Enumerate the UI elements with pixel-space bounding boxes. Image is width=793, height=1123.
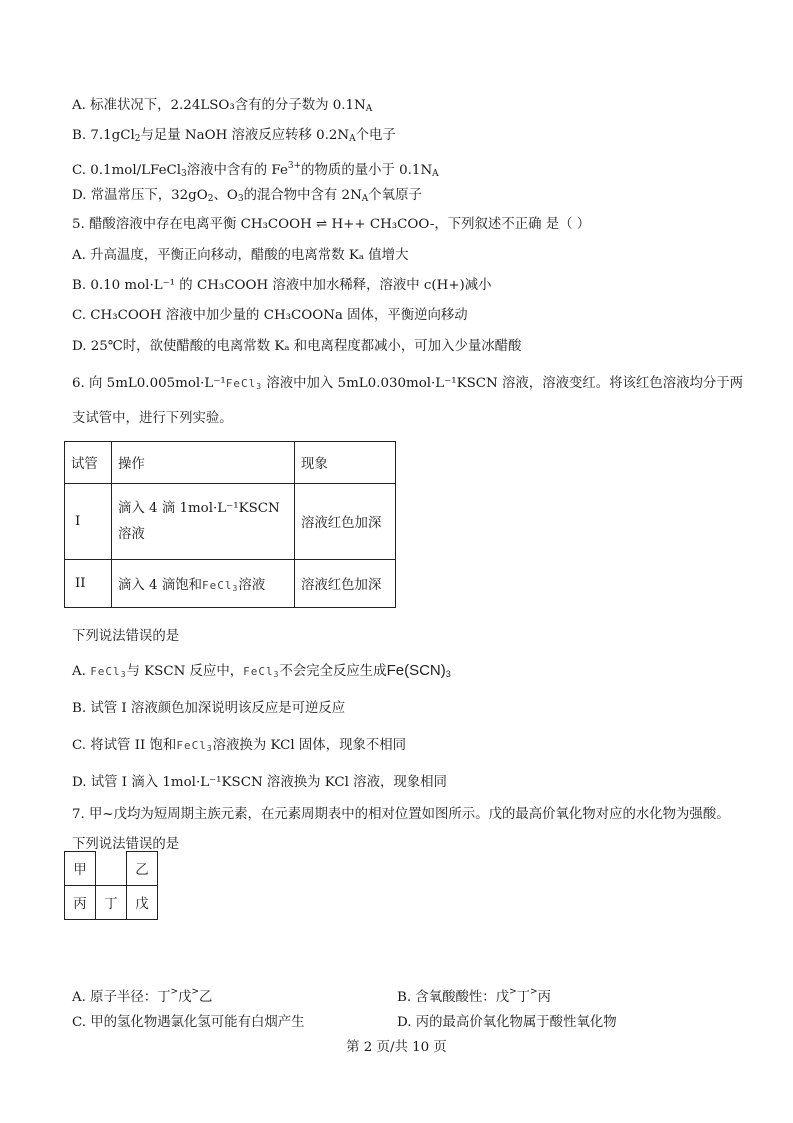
row1-tube: I <box>65 484 112 560</box>
page-footer: 第 2 页/共 10 页 <box>346 1040 447 1055</box>
q4-option-c: C. 0.1mol/LFeCl$_3$溶液中含有的 $Fe^{3+}$的物质的量小于 $0.1N_A$ <box>72 161 439 179</box>
q4-option-b: B. 7.1gCl$_2$与足量 NaOH 溶液反应转移 $0.2N_A$个电子 <box>72 128 396 144</box>
q6-stem-line2: 支试管中，进行下列实验。 <box>72 411 233 426</box>
row2-result: 溶液红色加深 <box>295 560 396 608</box>
q4-option-d: D. 常温常压下，$32gO_2$、$O_3$的混合物中含有 $2N_A$个氧原子 <box>72 188 422 204</box>
grid-cell-yi: 乙 <box>127 852 158 886</box>
fecl3-formula-image: FeCl$_3$ <box>225 377 263 391</box>
fecl3-formula-image: FeCl$_3$ <box>176 739 213 753</box>
row1-result: 溶液红色加深 <box>295 484 396 560</box>
q4-option-a: A. 标准状况下，2.24LSO₃含有的分子数为 $0.1N_A$ <box>72 98 373 114</box>
grid-cell-jia: 甲 <box>65 852 96 886</box>
q6-experiment-table <box>64 441 396 608</box>
header-phenomenon: 现象 <box>295 442 396 484</box>
fecl3-formula-image: FeCl$_3$ <box>202 579 239 593</box>
q5-option-c: C. CH₃COOH 溶液中加少量的 CH₃COONa 固体，平衡逆向移动 <box>72 308 468 323</box>
grid-cell-bing: 丙 <box>65 886 96 920</box>
q6-option-d: D. 试管 I 滴入 1mol·L⁻¹KSCN 溶液换为 KCl 溶液，现象相同 <box>72 775 447 790</box>
fecl3-formula-image: FeCl$_3$ <box>90 665 127 679</box>
table-row <box>65 560 396 608</box>
row2-operation: 滴入 4 滴饱和FeCl$_3$溶液 <box>112 560 295 608</box>
fecl3-formula-image: FeCl$_3$ <box>243 665 280 679</box>
table-header-row <box>65 442 396 484</box>
q5-option-a: A. 升高温度，平衡正向移动，醋酸的电离常数 Kₐ 值增大 <box>72 248 409 263</box>
q6-stem: 6. 向 5mL0.005mol·L⁻¹FeCl$_3$ 溶液中加入 5mL0.030mol·L⁻¹KSCN 溶液，溶液变红。将该红色溶液均分于两 <box>72 376 744 391</box>
q7-stem: 7. 甲~戊均为短周期主族元素，在元素周期表中的相对位置如图所示。戊的最高价氧化物对应的水化物为强酸。下列说法错误的是 <box>72 807 730 852</box>
q7-option-b: B. 含氧酸酸性：戊>丁>丙 <box>397 987 551 1005</box>
row2-tube: II <box>65 560 112 608</box>
q7-option-c: C. 甲的氢化物遇氯化氢可能有白烟产生 <box>72 1015 305 1030</box>
periodic-position-grid <box>64 851 158 920</box>
grid-cell-ding: 丁 <box>96 886 127 920</box>
q6-option-b: B. 试管 I 溶液颜色加深说明该反应是可逆反应 <box>72 701 346 716</box>
q6-option-c: C. 将试管 II 饱和FeCl$_3$溶液换为 KCl 固体，现象不相同 <box>72 738 407 753</box>
q7-option-d: D. 丙的最高价氧化物属于酸性氧化物 <box>397 1015 617 1030</box>
q6-option-a: A. FeCl$_3$与 KSCN 反应中，FeCl$_3$不会完全反应生成$Fe(SCN)_3$ <box>72 662 451 679</box>
grid-cell-empty <box>96 852 127 886</box>
header-tube: 试管 <box>65 442 112 484</box>
q6-ask: 下列说法错误的是 <box>72 629 180 644</box>
table-row <box>65 484 396 560</box>
row1-operation: 滴入 4 滴 1mol·L⁻¹KSCN 溶液 <box>112 484 295 560</box>
q5-option-d: D. 25℃时，欲使醋酸的电离常数 Kₐ 和电离程度都减小，可加入少量冰醋酸 <box>72 339 522 354</box>
grid-cell-wu: 戊 <box>127 886 158 920</box>
fescn3-formula-image: $Fe(SCN)_3$ <box>386 662 451 679</box>
q5-option-b: B. 0.10 mol·L⁻¹ 的 CH₃COOH 溶液中加水稀释，溶液中 c(H+)减小 <box>72 278 492 293</box>
header-operation: 操作 <box>112 442 295 484</box>
q5-stem: 5. 醋酸溶液中存在电离平衡 CH₃COOH ⇌ H++ CH₃COO-，下列叙述不正确 是（ ） <box>72 217 591 232</box>
q7-option-a: A. 原子半径：丁>戊>乙 <box>72 987 213 1005</box>
